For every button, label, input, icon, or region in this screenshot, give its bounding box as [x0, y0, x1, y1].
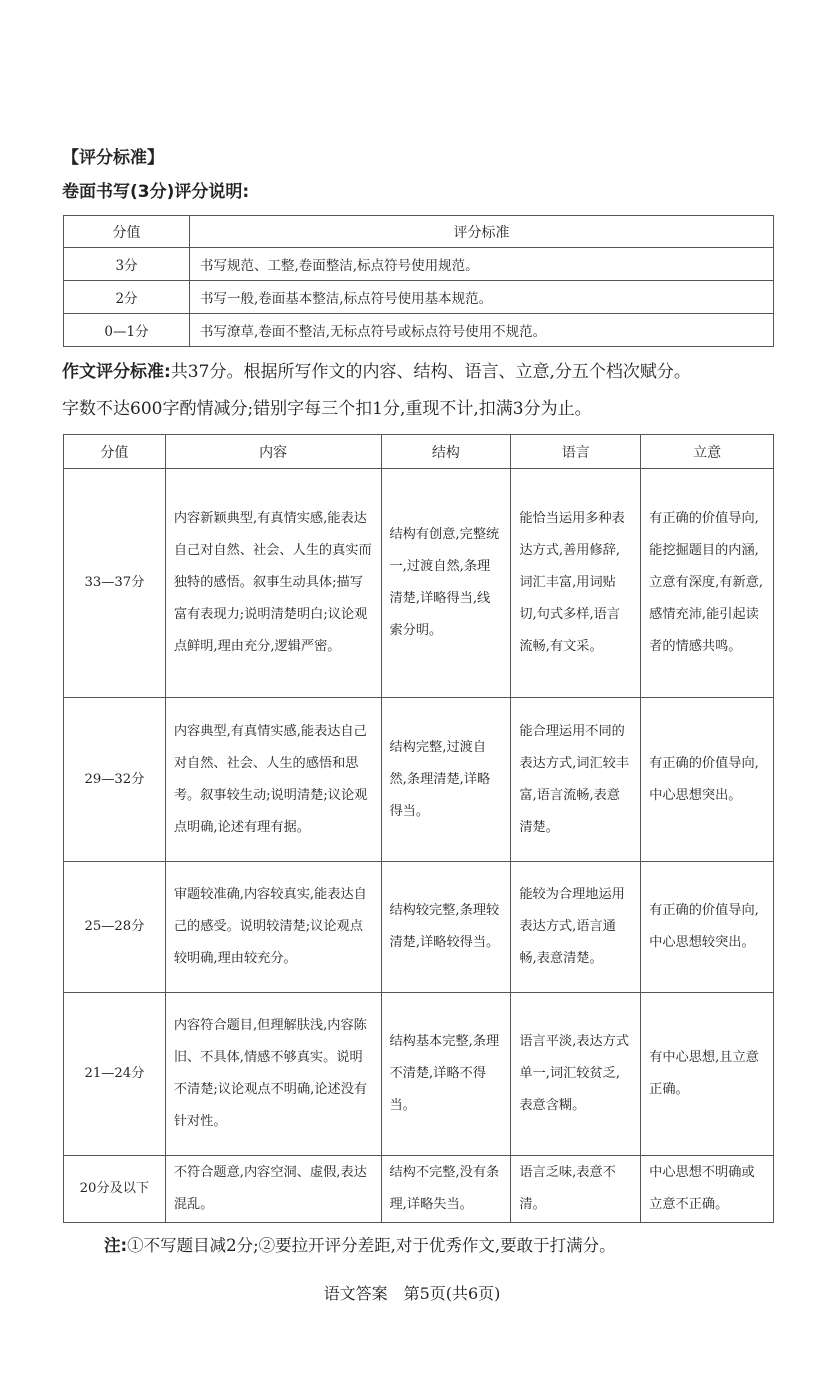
page-footer: 语文答案 第5页(共6页)	[323, 1284, 501, 1303]
note-lead: 注:	[104, 1236, 128, 1255]
language-cell: 能较为合理地运用表达方式,语言通畅,表意清楚。	[511, 862, 641, 993]
handwriting-table	[63, 215, 774, 347]
table-row	[64, 862, 774, 993]
essay-intro-line2: 字数不达600字酌情减分;错别字每三个扣1分,重现不计,扣满3分为止。	[62, 399, 592, 419]
language-cell: 语言平淡,表达方式单一,词汇较贫乏,表意含糊。	[511, 993, 641, 1156]
handwriting-title: 卷面书写(3分)评分说明:	[62, 182, 250, 202]
structure-cell: 结构不完整,没有条理,详略失当。	[381, 1156, 511, 1223]
essay-intro-lead: 作文评分标准:	[62, 362, 171, 382]
score-cell: 29—32分	[64, 698, 166, 862]
structure-cell: 结构有创意,完整统一,过渡自然,条理清楚,详略得当,线索分明。	[381, 469, 511, 698]
table-header-row	[64, 435, 774, 469]
theme-cell: 有中心思想,且立意正确。	[641, 993, 774, 1156]
criteria-cell: 书写一般,卷面基本整洁,标点符号使用基本规范。	[190, 281, 774, 314]
table-row	[64, 1156, 774, 1223]
theme-cell: 有正确的价值导向,中心思想较突出。	[641, 862, 774, 993]
score-cell: 3分	[64, 248, 190, 281]
essay-table	[63, 434, 774, 1223]
score-cell: 0—1分	[64, 314, 190, 347]
theme-cell: 有正确的价值导向,中心思想突出。	[641, 698, 774, 862]
structure-cell: 结构较完整,条理较清楚,详略较得当。	[381, 862, 511, 993]
theme-cell: 中心思想不明确或立意不正确。	[641, 1156, 774, 1223]
content-cell: 审题较准确,内容较真实,能表达自己的感受。说明较清楚;议论观点较明确,理由较充分。	[165, 862, 381, 993]
table-header-row	[64, 216, 774, 248]
table-row	[64, 698, 774, 862]
score-cell: 21—24分	[64, 993, 166, 1156]
content-cell: 内容新颖典型,有真情实感,能表达自己对自然、社会、人生的真实而独特的感悟。叙事生动具体;描写富有表现力;说明清楚明白;议论观点鲜明,理由充分,逻辑严密。	[165, 469, 381, 698]
column-header: 语言	[511, 435, 641, 469]
table-row	[64, 248, 774, 281]
essay-intro-text: 共37分。根据所写作文的内容、结构、语言、立意,分五个档次赋分。	[170, 362, 691, 382]
column-header: 分值	[64, 216, 190, 248]
criteria-cell: 书写潦草,卷面不整洁,无标点符号或标点符号使用不规范。	[190, 314, 774, 347]
score-cell: 20分及以下	[64, 1156, 166, 1223]
structure-cell: 结构基本完整,条理不清楚,详略不得当。	[381, 993, 511, 1156]
column-header: 分值	[64, 435, 166, 469]
criteria-cell: 书写规范、工整,卷面整洁,标点符号使用规范。	[190, 248, 774, 281]
essay-intro-line1	[62, 357, 782, 388]
content-cell: 内容符合题目,但理解肤浅,内容陈旧、不具体,情感不够真实。说明不清楚;议论观点不明确,论述没有针对性。	[165, 993, 381, 1156]
theme-cell: 有正确的价值导向,能挖掘题目的内涵,立意有深度,有新意,感情充沛,能引起读者的情感共鸣。	[641, 469, 774, 698]
structure-cell: 结构完整,过渡自然,条理清楚,详略得当。	[381, 698, 511, 862]
language-cell: 能恰当运用多种表达方式,善用修辞,词汇丰富,用词贴切,句式多样,语言流畅,有文采。	[511, 469, 641, 698]
table-row	[64, 993, 774, 1156]
column-header: 内容	[165, 435, 381, 469]
note-text: ①不写题目减2分;②要拉开评分差距,对于优秀作文,要敢于打满分。	[127, 1236, 616, 1255]
language-cell: 能合理运用不同的表达方式,词汇较丰富,语言流畅,表意清楚。	[511, 698, 641, 862]
content-cell: 不符合题意,内容空洞、虚假,表达混乱。	[165, 1156, 381, 1223]
section-heading: 【评分标准】	[62, 148, 164, 168]
table-row	[64, 281, 774, 314]
column-header: 结构	[381, 435, 511, 469]
score-cell: 33—37分	[64, 469, 166, 698]
content-cell: 内容典型,有真情实感,能表达自己对自然、社会、人生的感悟和思考。叙事较生动;说明清楚;议论观点明确,论述有理有据。	[165, 698, 381, 862]
table-row	[64, 314, 774, 347]
note	[104, 1232, 616, 1256]
score-cell: 25—28分	[64, 862, 166, 993]
column-header: 立意	[641, 435, 774, 469]
table-row	[64, 469, 774, 698]
language-cell: 语言乏味,表意不清。	[511, 1156, 641, 1223]
column-header: 评分标准	[190, 216, 774, 248]
score-cell: 2分	[64, 281, 190, 314]
